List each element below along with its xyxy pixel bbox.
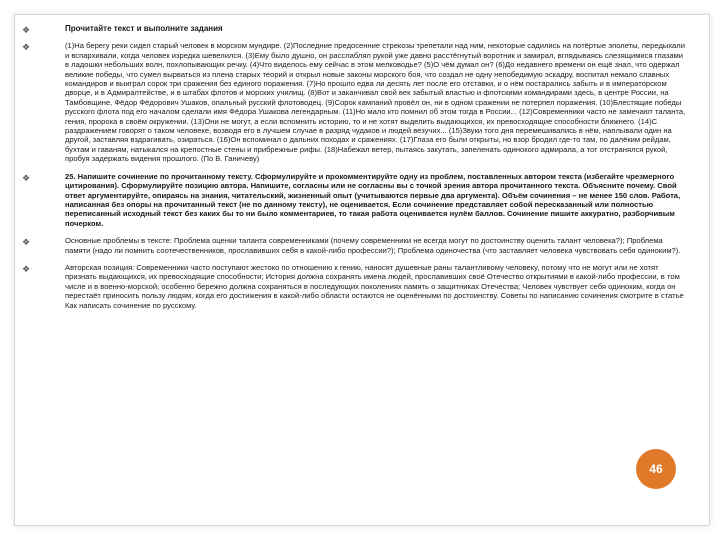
page-number-badge: 46 <box>636 449 676 489</box>
assignment-heading: Прочитайте текст и выполните задания <box>65 24 223 33</box>
diamond-bullet-icon: ❖ <box>22 237 31 248</box>
slide-content <box>22 24 686 318</box>
list-item-text <box>22 41 686 163</box>
diamond-bullet-icon: ❖ <box>22 263 31 274</box>
list-item-position <box>22 263 686 310</box>
list-item-task <box>22 172 686 228</box>
diamond-bullet-icon: ❖ <box>22 42 31 53</box>
task-25: 25. Напишите сочинение по прочитанному тексту. Сформулируйте и прокомментируйте одну из проблем, поставленных автором текста (избегайте чрезмерного цитирования). Сформулируйте позицию автора. Напишите, согласны или не согласны вы с точкой зрения автора прочитанного текста. Объясните почему. Свой ответ аргументируйте, опираясь на знания, читательский, жизненный опыт (учитываются первые два аргумента). Объём сочинения – не менее 150 слов. Работа, написанная без опоры на прочитанный текст (не по данному тексту), не оценивается. Если сочинение представляет собой пересказанный или полностью переписанный исходный текст без каких бы то ни было комментариев, то такая работа оценивается нулём баллов. Сочинение пишите аккуратно, разборчивым почерком. <box>65 171 681 228</box>
list-item-problems <box>22 236 686 255</box>
diamond-bullet-icon: ❖ <box>22 172 31 183</box>
main-problems: Основные проблемы в тексте: Проблема оценки таланта современниками (почему современники не всегда могут по достоинству оценить талант человека?); Проблема памяти (надо ли помнить соотечественников, прославивших себя в какой-либо профессии?); Проблема одиночества (что заставляет человека чувствовать себя одиноким?). <box>65 236 681 255</box>
author-position: Авторская позиция: Современники часто поступают жестоко по отношению к гению, наносят душевные раны талантливому человеку, потому что не могут или не хотят признать выдающихся, их превосходящие способности; История должна сохранять имена людей, прославивших своё Отечество открытиями в какой-либо профессии, в том числе и в военно-морской; особенно бережно должна сохраняться в последующих поколениях память о защитниках Отечества; Человек чувствует себя одиноким, когда он перестаёт приносить пользу людям, когда его достижения в какой-либо области остаются не оценёнными по достоинству. Советы по написанию сочинения смотрите в статье Как написать сочинение по русскому. <box>65 262 684 310</box>
diamond-bullet-icon: ❖ <box>22 25 31 35</box>
source-text: (1)На берегу реки сидел старый человек в морском мундире. (2)Последние предосенние стрекозы трепетали над ним, некоторые садились на потёртые эполеты, передыхали и вспархивали, когда человек изредка шевелился. (3)Ему было душно, он расслаблял рукой уже давно расстёгнутый воротник и замирал, вглядываясь слезящимися глазами в ладошки небольших волн, похлопывающих речку. (4)Что виделось ему сейчас в этом мелководье? (5)О чём думал он? (6)До недавнего времени он ещё знал, что одержал великие победы, что сумел вырваться из плена старых теорий и открыл новые законы морского боя, что создал не одну непобедимую эскадру, воспитал немало славных командиров и выиграл сорок три сражения без единого поражения. (7)Но прошло едва ли десять лет после его отставки, и о нём постарались забыть и в императорском дворце, и в Адмиралтействе, и в штабах флотов и морских училищ. (8)Вот и заканчивал свой век забытый властью и флотскими командирами здесь, в центре России, на Тамбовщине, Фёдор Фёдорович Ушаков, опальный русский флотоводец. (9)Сорок кампаний провёл он, ни в одном сражении не потерпел поражения. (10)Блестящие победы русского флота под его началом сделали имя Фёдора Ушакова легендарным. (11)Но мало кто помнил об этом тогда в России... (12)Современники часто не замечают таланта, гения, пророка в своём окружении. (13)Они не могут, а если вспомнить историю, то и не хотят выделить выдающихся, их превосходящие способности ближнего. (14)С раздражением говорят о таком человеке, возводя его в лучшем случае в разряд чудаков и людей везучих... (15)Звуки того дня перемешивались в нём, наплывали один на другой, заставляя вздрагивать, озираться. (16)Он вспоминал о дальних походах и сражениях. (17)Глаза его были открыты, но взор бродил где-то там, по далёким рейдам, бухтам и гаваням, натыкался на крепостные стены и прибрежные рифы. (18)Набежал ветер, пытаясь закутать, запеленать одинокого адмирала, а тот отстранялся рукой, пробуя задержать видения прошлого. (По В. Ганичеву) <box>65 41 686 164</box>
list-item-heading <box>22 24 686 33</box>
